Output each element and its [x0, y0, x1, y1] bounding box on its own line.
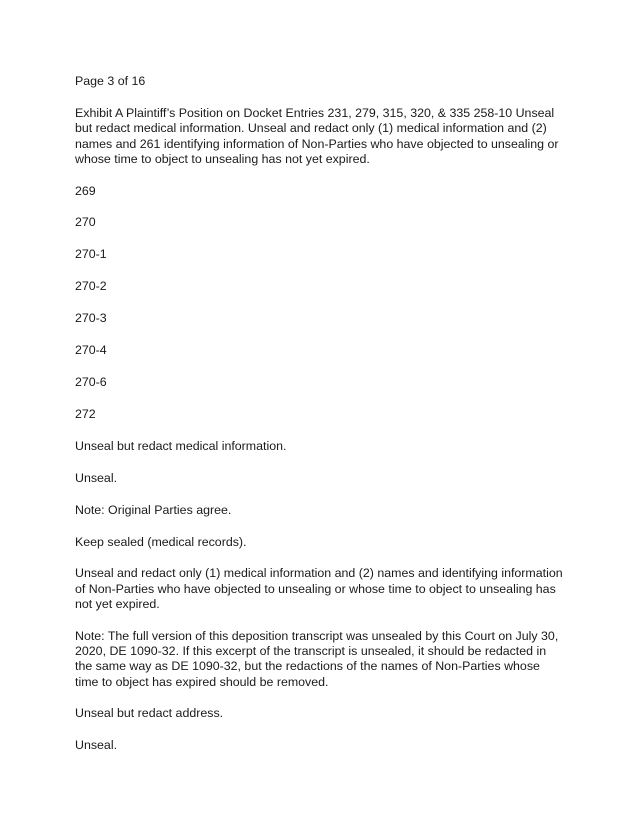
position-unseal: Unseal. — [75, 470, 118, 485]
page-content — [75, 74, 565, 770]
docket-entry-272: 272 — [75, 406, 96, 421]
docket-entry-270-2: 270-2 — [75, 279, 107, 294]
docket-entry-270-1: 270-1 — [75, 247, 107, 262]
position-unseal-redact-non-parties: Unseal and redact only (1) medical information and (2) names and identifying information of Non-Parties who have objected to unsealing or whose time to object to unsealing has not yet expired. — [75, 566, 563, 612]
docket-entry-269: 269 — [75, 183, 96, 198]
position-unseal-final: Unseal. — [75, 738, 118, 753]
note-original-parties: Note: Original Parties agree. — [75, 502, 232, 517]
position-keep-sealed: Keep sealed (medical records). — [75, 534, 247, 549]
docket-entry-270: 270 — [75, 215, 96, 230]
note-deposition-transcript: Note: The full version of this deposition transcript was unsealed by this Court on July 30, 2020, DE 1090-32. If this excerpt of the transcript is unsealed, it should be redacted in the same way as DE 1090-32, but the redactions of the names of Non-Parties whose time to object has expired should be removed. — [75, 628, 559, 689]
exhibit-intro-paragraph: Exhibit A Plaintiff’s Position on Docket Entries 231, 279, 315, 320, & 335 258-10 Unseal but redact medical information. Unseal and redact only (1) medical information and (2) names and 261 identifying information of Non-Parties who have objected to unsealing or whose time to object to unsealing has not yet expired. — [75, 105, 559, 167]
position-redact-address: Unseal but redact address. — [75, 706, 224, 721]
position-redact-medical: Unseal but redact medical information. — [75, 438, 287, 453]
docket-entry-270-6: 270-6 — [75, 374, 107, 389]
page-number: Page 3 of 16 — [75, 74, 146, 88]
docket-entry-270-4: 270-4 — [75, 343, 107, 358]
docket-entry-270-3: 270-3 — [75, 311, 107, 326]
